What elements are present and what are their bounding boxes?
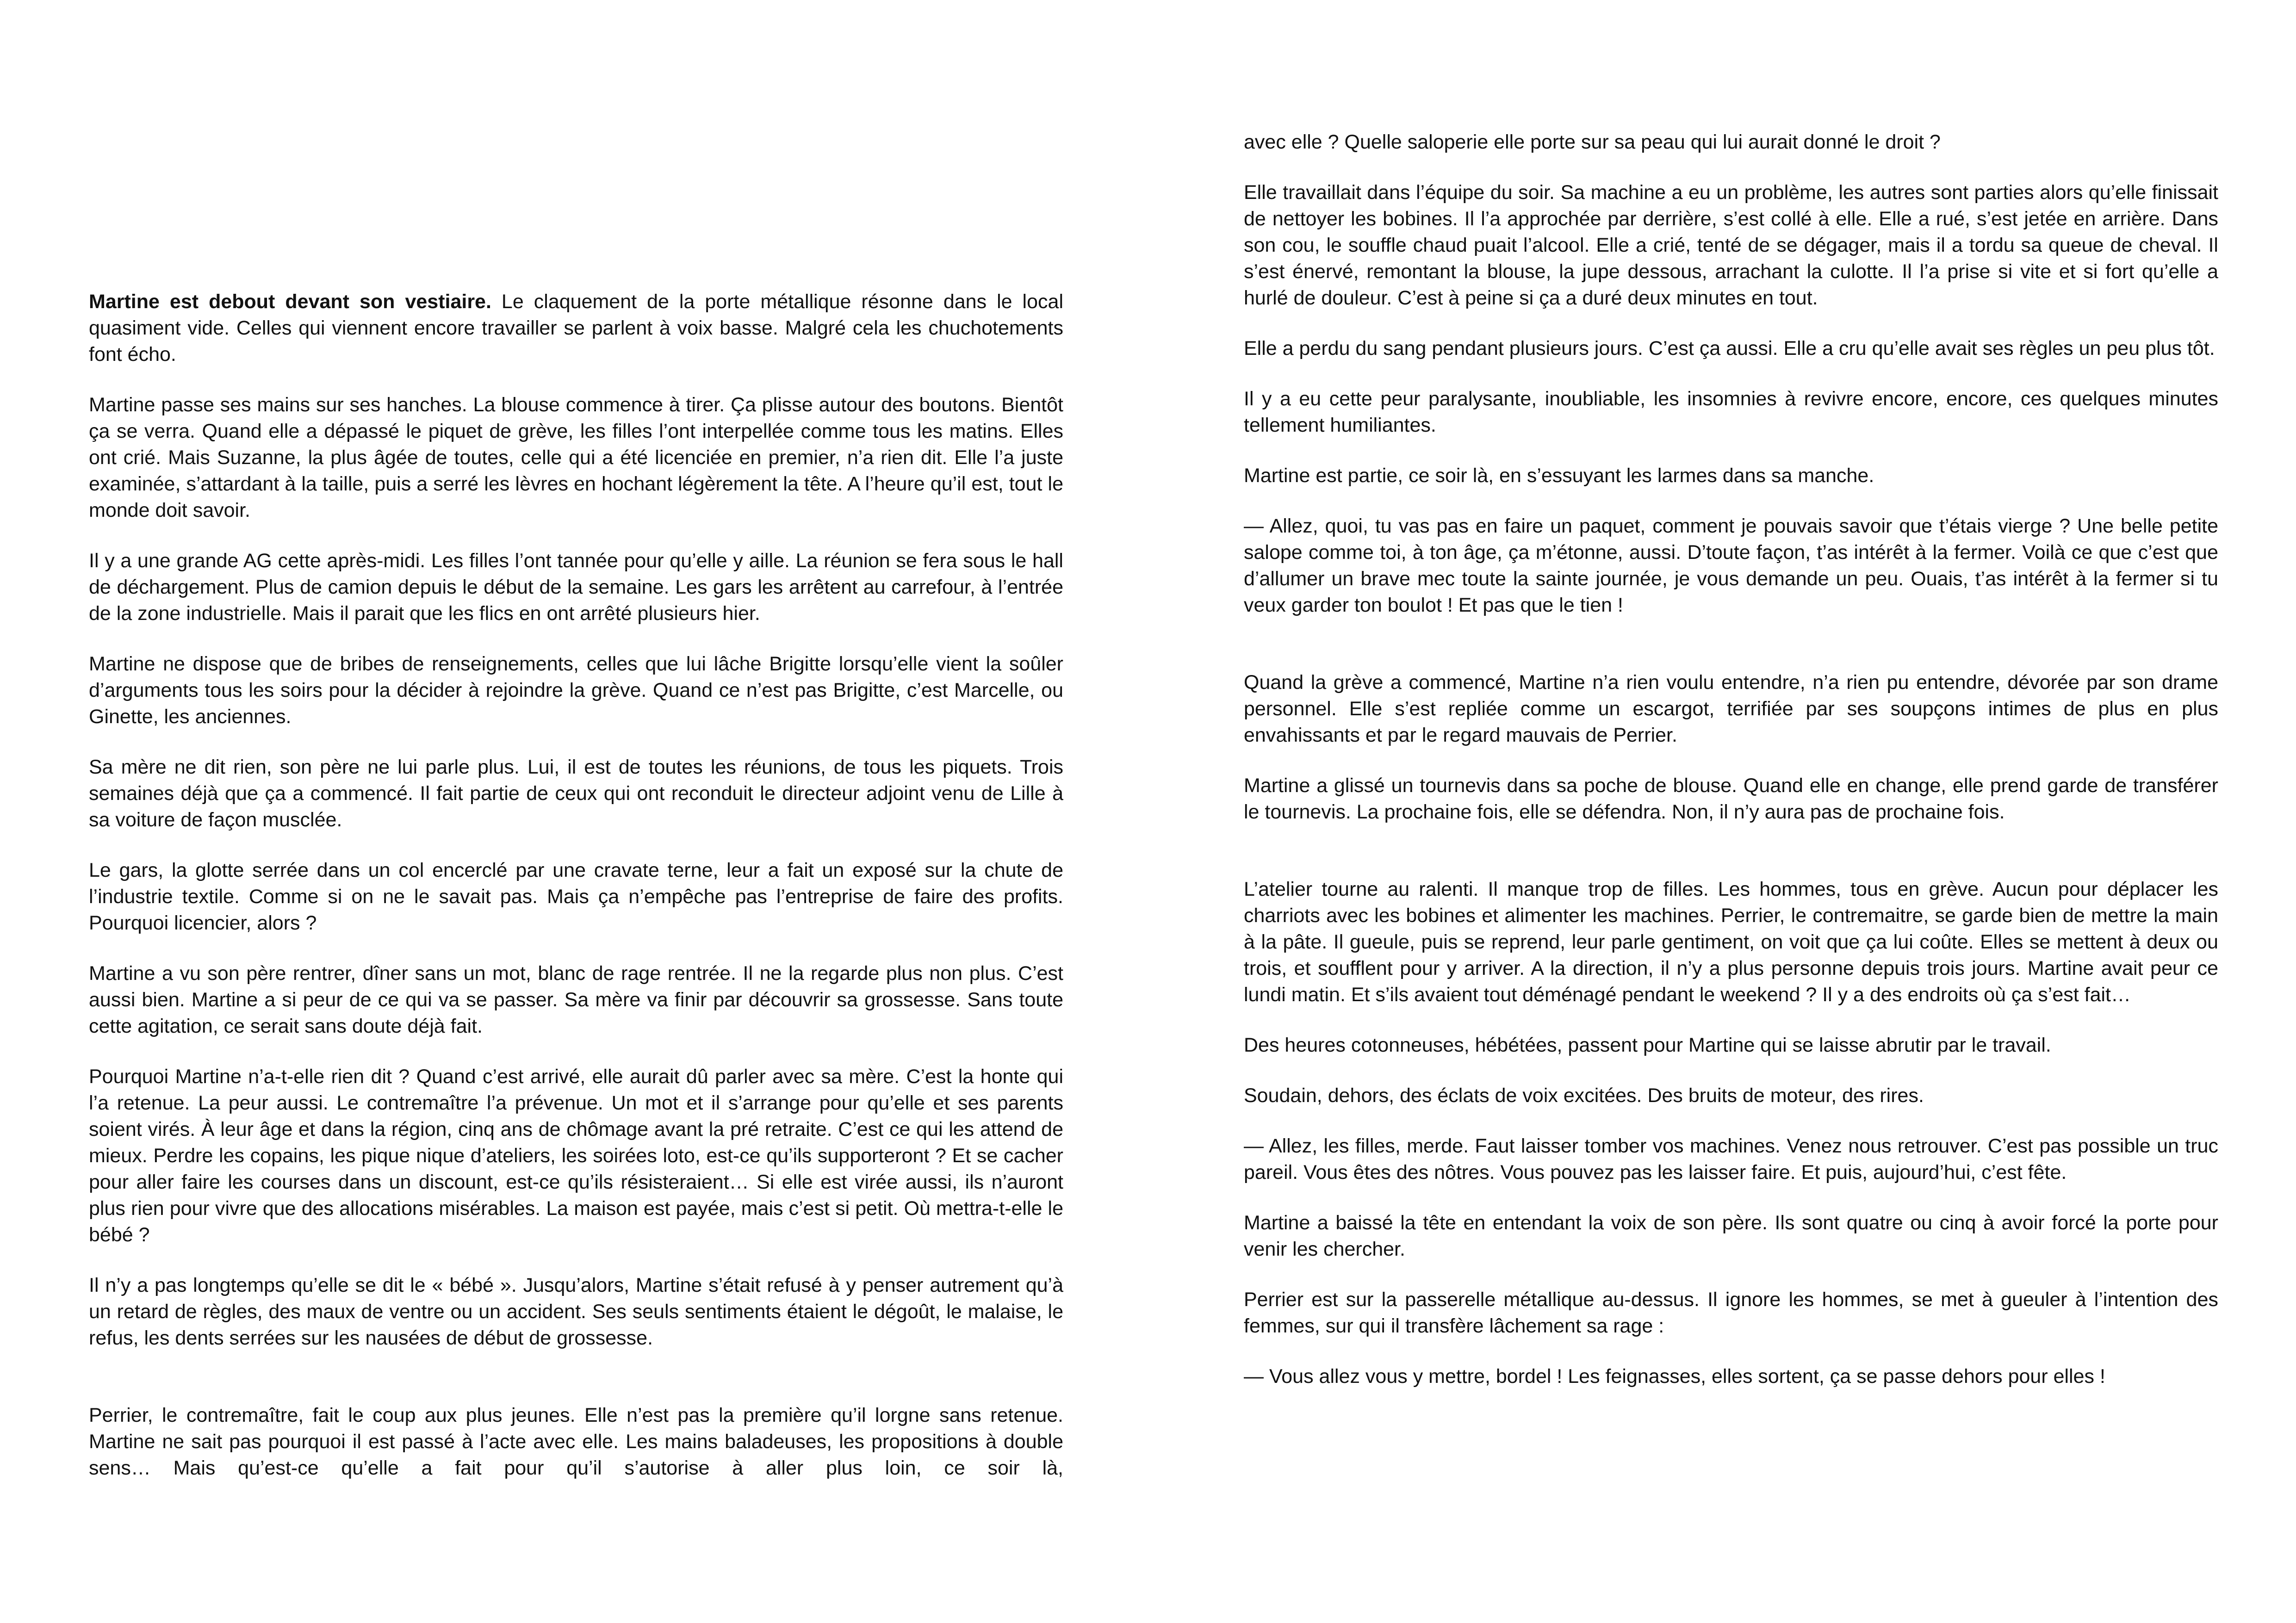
- left-text-column: [89, 289, 1063, 1505]
- paragraph: Des heures cotonneuses, hébétées, passent pour Martine qui se laisse abrutir par le travail.: [1244, 1034, 2051, 1056]
- paragraph: Martine a vu son père rentrer, dîner sans un mot, blanc de rage rentrée. Il ne la regarde plus non plus. C’est aussi bien. Martine a si peur de ce qui va se passer. Sa mère va finir par découvrir sa grossesse. Sans toute cette agitation, ce serait sans doute déjà fait.: [89, 962, 1063, 1037]
- paragraph: Il y a une grande AG cette après-midi. Les filles l’ont tannée pour qu’elle y aille. La réunion se fera sous le hall de déchargement. Plus de camion depuis le début de la semaine. Les gars les arrêtent au carrefour, à l’entrée de la zone industrielle. Mais il parait que les flics en ont arrêté plusieurs hier.: [89, 550, 1063, 625]
- paragraph: Martine est partie, ce soir là, en s’essuyant les larmes dans sa manche.: [1244, 465, 1874, 487]
- paragraph: Martine a glissé un tournevis dans sa poche de blouse. Quand elle en change, elle prend garde de transférer le tournevis. La prochaine fois, elle se défendra. Non, il n’y aura pas de prochaine fois.: [1244, 774, 2218, 823]
- paragraph: — Vous allez vous y mettre, bordel ! Les feignasses, elles sortent, ça se passe dehors pour elles !: [1244, 1365, 2105, 1388]
- paragraph: avec elle ? Quelle saloperie elle porte sur sa peau qui lui aurait donné le droit ?: [1244, 131, 1941, 153]
- paragraph: L’atelier tourne au ralenti. Il manque trop de filles. Les hommes, tous en grève. Aucun pour déplacer les charriots avec les bobines et alimenter les machines. Perrier, le contremaitre, se garde bien de mettre la main à la pâte. Il gueule, puis se reprend, leur parle gentiment, on voit que ça lui coûte. Elles se mettent à deux ou trois, et soufflent pour y arriver. A la direction, il n’y a plus personne depuis trois jours. Martine avait peur ce lundi matin. Et s’ils avaient tout déménagé pendant le weekend ? Il y a des endroits où ça s’est fait…: [1244, 878, 2218, 1006]
- paragraph: Martine passe ses mains sur ses hanches. La blouse commence à tirer. Ça plisse autour des boutons. Bientôt ça se verra. Quand elle a dépassé le piquet de grève, les filles l’ont interpellée comme tous les matins. Elles ont crié. Mais Suzanne, la plus âgée de toutes, celle qui a été licenciée en premier, n’a rien dit. Elle l’a juste examinée, s’attardant à la taille, puis a serré les lèvres en hochant légèrement la tête. A l’heure qu’il est, tout le monde doit savoir.: [89, 394, 1063, 521]
- paragraph: Elle travaillait dans l’équipe du soir. Sa machine a eu un problème, les autres sont parties alors qu’elle finissait de nettoyer les bobines. Il l’a approchée par derrière, s’est collé à elle. Elle a rué, s’est jetée en arrière. Dans son cou, le souffle chaud puait l’alcool. Elle a crié, tenté de se dégager, mais il a tordu sa queue de cheval. Il s’est énervé, remontant la blouse, la jupe dessous, arrachant la culotte. Il l’a prise si vite et si fort qu’elle a hurlé de douleur. C’est à peine si ça a duré deux minutes en tout.: [1244, 181, 2218, 309]
- paragraph: Il n’y a pas longtemps qu’elle se dit le « bébé ». Jusqu’alors, Martine s’était refusé à y penser autrement qu’à un retard de règles, des maux de ventre ou un accident. Ses seuls sentiments étaient le dégoût, le malaise, le refus, les dents serrées sur les nausées de début de grossesse.: [89, 1274, 1063, 1349]
- paragraph: Perrier est sur la passerelle métallique au-dessus. Il ignore les hommes, se met à gueuler à l’intention des femmes, sur qui il transfère lâchement sa rage :: [1244, 1288, 2218, 1337]
- paragraph-lead: Martine est debout devant son vestiaire.: [89, 291, 491, 313]
- right-page: [1148, 0, 2296, 1623]
- paragraph: Elle a perdu du sang pendant plusieurs jours. C’est ça aussi. Elle a cru qu’elle avait ses règles un peu plus tôt.: [1244, 337, 2215, 359]
- paragraph: Le gars, la glotte serrée dans un col encerclé par une cravate terne, leur a fait un exposé sur la chute de l’industrie textile. Comme si on ne le savait pas. Mais ça n’empêche pas l’entreprise de faire des profits. Pourquoi licencier, alors ?: [89, 859, 1063, 934]
- paragraph: [89, 289, 1063, 368]
- paragraph: Martine ne dispose que de bribes de renseignements, celles que lui lâche Brigitte lorsqu’elle vient la soûler d’arguments tous les soirs pour la décider à rejoindre la grève. Quand ce n’est pas Brigitte, c’est Marcelle, ou Ginette, les anciennes.: [89, 653, 1063, 728]
- paragraph: — Allez, quoi, tu vas pas en faire un paquet, comment je pouvais savoir que t’étais vierge ? Une belle petite salope comme toi, à ton âge, ça m’étonne, aussi. D’toute façon, t’as intérêt à la fermer. Voilà ce que c’est que d’allumer un brave mec toute la sainte journée, je vous demande un peu. Ouais, t’as intérêt à la fermer si tu veux garder ton boulot ! Et pas que le tien !: [1244, 515, 2218, 616]
- paragraph: — Allez, les filles, merde. Faut laisser tomber vos machines. Venez nous retrouver. C’est pas possible un truc pareil. Vous êtes des nôtres. Vous pouvez pas les laisser faire. Et puis, aujourd’hui, c’est fête.: [1244, 1135, 2218, 1183]
- paragraph: Soudain, dehors, des éclats de voix excitées. Des bruits de moteur, des rires.: [1244, 1084, 1924, 1107]
- paragraph: Perrier, le contremaître, fait le coup aux plus jeunes. Elle n’est pas la première qu’il lorgne sans retenue. Martine ne sait pas pourquoi il est passé à l’acte avec elle. Les mains baladeuses, les propositions à double sens… Mais qu’est-ce qu’elle a fait pour qu’il s’autorise à aller plus loin, ce soir là,: [89, 1404, 1063, 1479]
- paragraph: Sa mère ne dit rien, son père ne lui parle plus. Lui, il est de toutes les réunions, de tous les piquets. Trois semaines déjà que ça a commencé. Il fait partie de ceux qui ont reconduit le directeur adjoint venu de Lille à sa voiture de façon musclée.: [89, 756, 1063, 831]
- right-text-column: [1244, 129, 2218, 1414]
- paragraph: Quand la grève a commencé, Martine n’a rien voulu entendre, n’a rien pu entendre, dévorée par son drame personnel. Elle s’est repliée comme un escargot, terrifiée par ses soupçons intimes de plus en plus envahissants et par le regard mauvais de Perrier.: [1244, 671, 2218, 746]
- paragraph: Pourquoi Martine n’a-t-elle rien dit ? Quand c’est arrivé, elle aurait dû parler avec sa mère. C’est la honte qui l’a retenue. La peur aussi. Le contremaître l’a prévenue. Un mot et il s’arrange pour qu’elle et ses parents soient virés. À leur âge et dans la région, cinq ans de chômage avant la pré retraite. C’est ce qui les attend de mieux. Perdre les copains, les pique nique d’ateliers, les soirées loto, est-ce qu’ils supporteront ? Et se cacher pour aller faire les courses dans un discount, est-ce qu’ils résisteraient… Si elle est virée aussi, ils n’auront plus rien pour vivre que des allocations misérables. La maison est payée, mais c’est si petit. Où mettra-t-elle le bébé ?: [89, 1065, 1063, 1246]
- paragraph: Il y a eu cette peur paralysante, inoubliable, les insomnies à revivre encore, encore, ces quelques minutes tellement humiliantes.: [1244, 388, 2218, 436]
- paragraph-text: Le claquement de la porte métallique résonne dans le local quasiment vide. Celles qui viennent encore travailler se parlent à voix basse. Malgré cela les chuchotements font écho.: [89, 291, 1063, 365]
- paragraph: Martine a baissé la tête en entendant la voix de son père. Ils sont quatre ou cinq à avoir forcé la porte pour venir les chercher.: [1244, 1212, 2218, 1260]
